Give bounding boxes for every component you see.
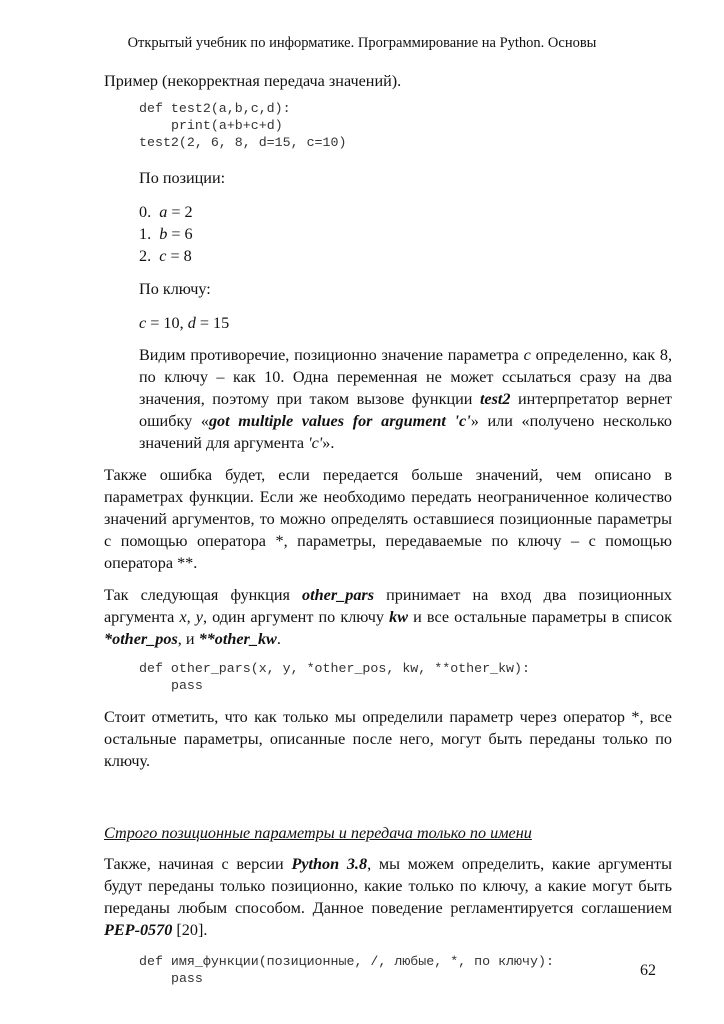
list-item: 0. a = 2	[139, 202, 193, 221]
python38-paragraph: Также, начиная с версии Python 3.8, мы можем определить, какие аргументы будут переданы только позиционно, какие только по ключу, а какие могут быть переданы любым способом. Данное поведение регламентируется соглашением PEP-0570 [20].	[104, 855, 672, 940]
also-error-paragraph: Также ошибка будет, если передается больше значений, чем описано в параметрах функции. Если же необходимо передать неограниченное количество значений аргументов, то можно определять оставшиеся позиционные параметры с помощью оператора *, параметры, передаваемые по ключу – с помощью оператора **.	[104, 465, 672, 572]
list-item: 2. c = 8	[139, 246, 192, 265]
code-line: def имя_функции(позиционные, /, любые, *, по ключу):	[139, 954, 554, 970]
example-title: Пример (некорректная передача значений).	[104, 72, 402, 90]
code-line: pass	[155, 677, 203, 693]
by-key-values: c = 10, d = 15	[139, 313, 230, 332]
code-line: def test2(a,b,c,d):	[139, 101, 291, 116]
positions-list	[139, 201, 672, 267]
list-item: 1. b = 6	[139, 224, 193, 243]
code-line: print(a+b+c+d)	[155, 118, 283, 134]
running-header: Открытый учебник по информатике. Программирование на Python. Основы	[127, 35, 597, 51]
code-line: test2(2, 6, 8, d=15, c=10)	[139, 135, 347, 151]
section-heading: Строго позиционные параметры и передача только по имени	[104, 824, 532, 843]
code-line: pass	[155, 971, 203, 987]
by-key-label: По ключу:	[139, 279, 211, 298]
code-block-other-pars	[139, 660, 672, 694]
code-block-test2	[139, 100, 672, 152]
by-position-label: По позиции:	[139, 168, 226, 187]
page-number: 62	[640, 962, 656, 979]
code-line: def other_pars(x, y, *other_pos, kw, **other_kw):	[139, 660, 530, 676]
explanation-paragraph: Видим противоречие, позиционно значение параметра c определенно, как 8, по ключу – как 10. Одна переменная не может ссылаться сразу на два значения, поэтому при таком вызове функции test2 интерпретатор вернет ошибку «got multiple values for argument 'c'» или «получено несколько значений для аргумента 'c'».	[139, 345, 673, 452]
code-block-names	[139, 953, 672, 987]
other-pars-paragraph: Так следующая функция other_pars принимает на вход два позиционных аргумента x, y, один аргумент по ключу kw и все остальные параметры в список *other_pos, и **other_kw.	[104, 585, 672, 648]
note-paragraph: Стоит отметить, что как только мы определили параметр через оператор *, все остальные параметры, описанные после него, могут быть переданы только по ключу.	[104, 708, 672, 771]
page-content	[104, 70, 672, 987]
